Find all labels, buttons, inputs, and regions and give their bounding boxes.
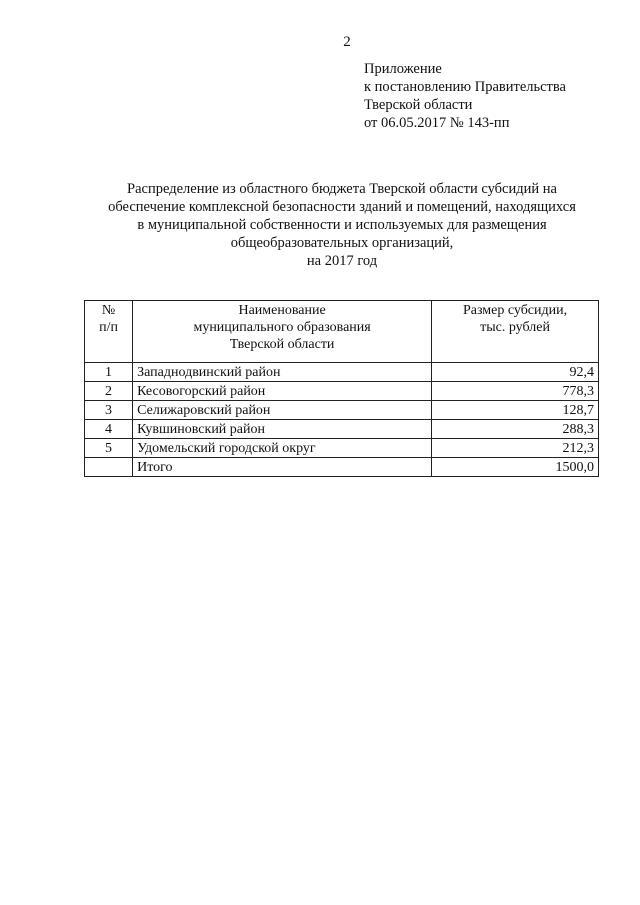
document-title bbox=[82, 180, 602, 270]
appendix-note bbox=[364, 60, 566, 132]
row-name: Кесовогорский район bbox=[133, 382, 432, 401]
row-num: 1 bbox=[85, 363, 133, 382]
total-num bbox=[85, 458, 133, 477]
row-name: Западнодвинский район bbox=[133, 363, 432, 382]
page-number: 2 bbox=[343, 34, 351, 50]
header-name bbox=[133, 301, 432, 363]
row-name: Селижаровский район bbox=[133, 401, 432, 420]
title-line: общеобразовательных организаций, bbox=[230, 235, 454, 251]
table-total-row bbox=[85, 458, 599, 477]
title-line: в муниципальной собственности и используемых для размещения bbox=[137, 217, 547, 233]
header-name-line: Наименование bbox=[238, 303, 326, 318]
table-row bbox=[85, 382, 599, 401]
appendix-line: к постановлению Правительства bbox=[364, 79, 566, 95]
header-amount-line: Размер субсидии, bbox=[462, 303, 568, 318]
row-amount: 212,3 bbox=[432, 439, 599, 458]
header-name-line: Тверской области bbox=[229, 337, 335, 352]
table-row bbox=[85, 363, 599, 382]
header-num-line: п/п bbox=[99, 320, 118, 335]
title-line: на 2017 год bbox=[306, 253, 378, 269]
subsidy-table bbox=[84, 300, 599, 477]
row-name: Удомельский городской округ bbox=[133, 439, 432, 458]
row-name: Кувшиновский район bbox=[133, 420, 432, 439]
table-row bbox=[85, 439, 599, 458]
header-num-line: № bbox=[101, 303, 116, 318]
title-line: обеспечение комплексной безопасности зданий и помещений, находящихся bbox=[108, 199, 576, 215]
row-num: 2 bbox=[85, 382, 133, 401]
row-num: 5 bbox=[85, 439, 133, 458]
table-header-row bbox=[85, 301, 599, 363]
appendix-line: Приложение bbox=[364, 61, 442, 77]
header-amount bbox=[432, 301, 599, 363]
table-row bbox=[85, 401, 599, 420]
row-amount: 128,7 bbox=[432, 401, 599, 420]
header-name-line: муниципального образования bbox=[193, 320, 371, 335]
appendix-line: Тверской области bbox=[364, 97, 473, 113]
row-num: 4 bbox=[85, 420, 133, 439]
row-amount: 778,3 bbox=[432, 382, 599, 401]
total-amount: 1500,0 bbox=[432, 458, 599, 477]
row-num: 3 bbox=[85, 401, 133, 420]
row-amount: 92,4 bbox=[432, 363, 599, 382]
header-amount-line: тыс. рублей bbox=[480, 320, 550, 335]
title-line: Распределение из областного бюджета Тверской области субсидий на bbox=[127, 181, 557, 197]
row-amount: 288,3 bbox=[432, 420, 599, 439]
header-num bbox=[85, 301, 133, 363]
total-label: Итого bbox=[133, 458, 432, 477]
table-row bbox=[85, 420, 599, 439]
appendix-line: от 06.05.2017 № 143-пп bbox=[364, 115, 510, 131]
